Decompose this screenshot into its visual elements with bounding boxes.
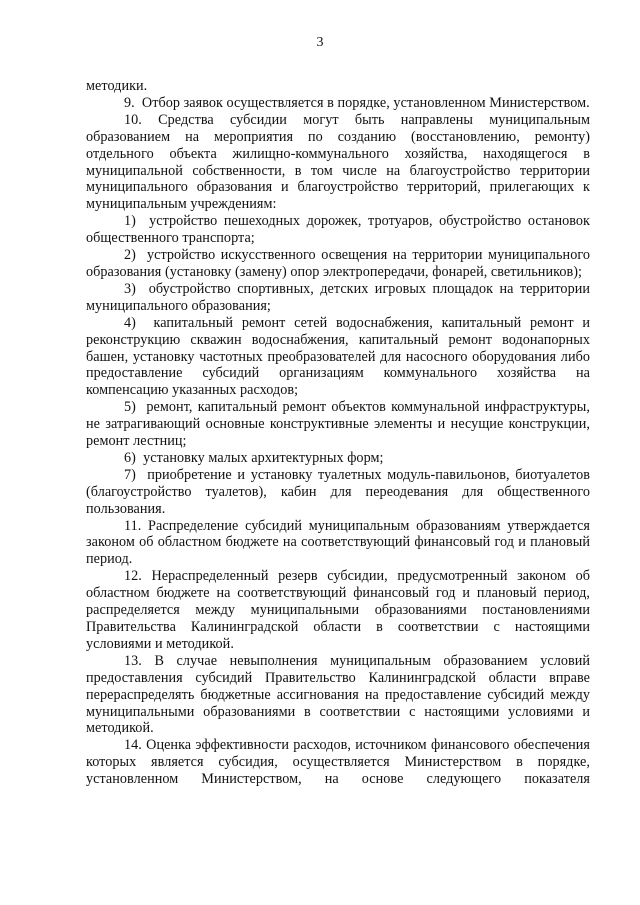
paragraph-p10-1: 1) устройство пешеходных дорожек, тротуаров, обустройство остановок общественного транспорта; [86,213,590,247]
paragraph-p0: методики. [86,78,148,94]
paragraph-p10-7: 7) приобретение и установку туалетных модуль-павильонов, биотуалетов (благоустройство туалетов), кабин для переодевания для общественного пользования. [86,466,590,517]
paragraph-p13: 13. В случае невыполнения муниципальным образованием условий предоставления субсидий Правительство Калининградской области вправе перераспределять бюджетные ассигнования на предоставление субсидий между муниципальными образованиями в соответствии с настоящими условиями и методикой. [86,652,590,737]
paragraph-p14: 14. Оценка эффективности расходов, источником финансового обеспечения которых является субсидия, осуществляется Министерством в порядке, установленном Министерством, на основе следующего показателя [86,737,590,788]
paragraph-p12: 12. Нераспределенный резерв субсидии, предусмотренный законом об областном бюджете на соответствующий финансовый год и плановый период, распределяется между муниципальными образованиями постановлениями Правительства Калининградской области в соответствии с настоящими условиями и методикой. [86,568,590,652]
document-body [86,78,590,788]
paragraph-p10-5: 5) ремонт, капитальный ремонт объектов коммунальной инфраструктуры, не затрагивающий основные конструктивные элементы и несущие конструкции, ремонт лестниц; [86,399,590,450]
paragraph-p10-6: 6) установку малых архитектурных форм; [124,449,384,466]
paragraph-p9: 9. Отбор заявок осуществляется в порядке, установленном Министерством. [124,94,590,111]
paragraph-p10: 10. Средства субсидии могут быть направлены муниципальным образованием на мероприятия по созданию (восстановлению, ремонту) отдельного объекта жилищно-коммунального хозяйства, находящегося в муниципальной собственности, в том числе на благоустройство территории муниципального образования и благоустройство территорий, прилегающих к муниципальным учреждениям: [86,111,590,213]
paragraph-p11: 11. Распределение субсидий муниципальным образованиям утверждается законом об областном бюджете на соответствующий финансовый год и плановый период. [86,517,590,568]
paragraph-p10-2: 2) устройство искусственного освещения на территории муниципального образования (установку (замену) опор электропередачи, фонарей, светильников); [86,247,590,280]
page-number: 3 [316,35,324,50]
paragraph-p10-4: 4) капитальный ремонт сетей водоснабжения, капитальный ремонт и реконструкцию скважин водоснабжения, капитальный ремонт водонапорных башен, установку частотных преобразователей для насосного оборудования либо предоставление субсидий организациям коммунального хозяйства на компенсацию указанных расходов; [86,314,590,399]
paragraph-p10-3: 3) обустройство спортивных, детских игровых площадок на территории муниципального образования; [86,280,590,314]
